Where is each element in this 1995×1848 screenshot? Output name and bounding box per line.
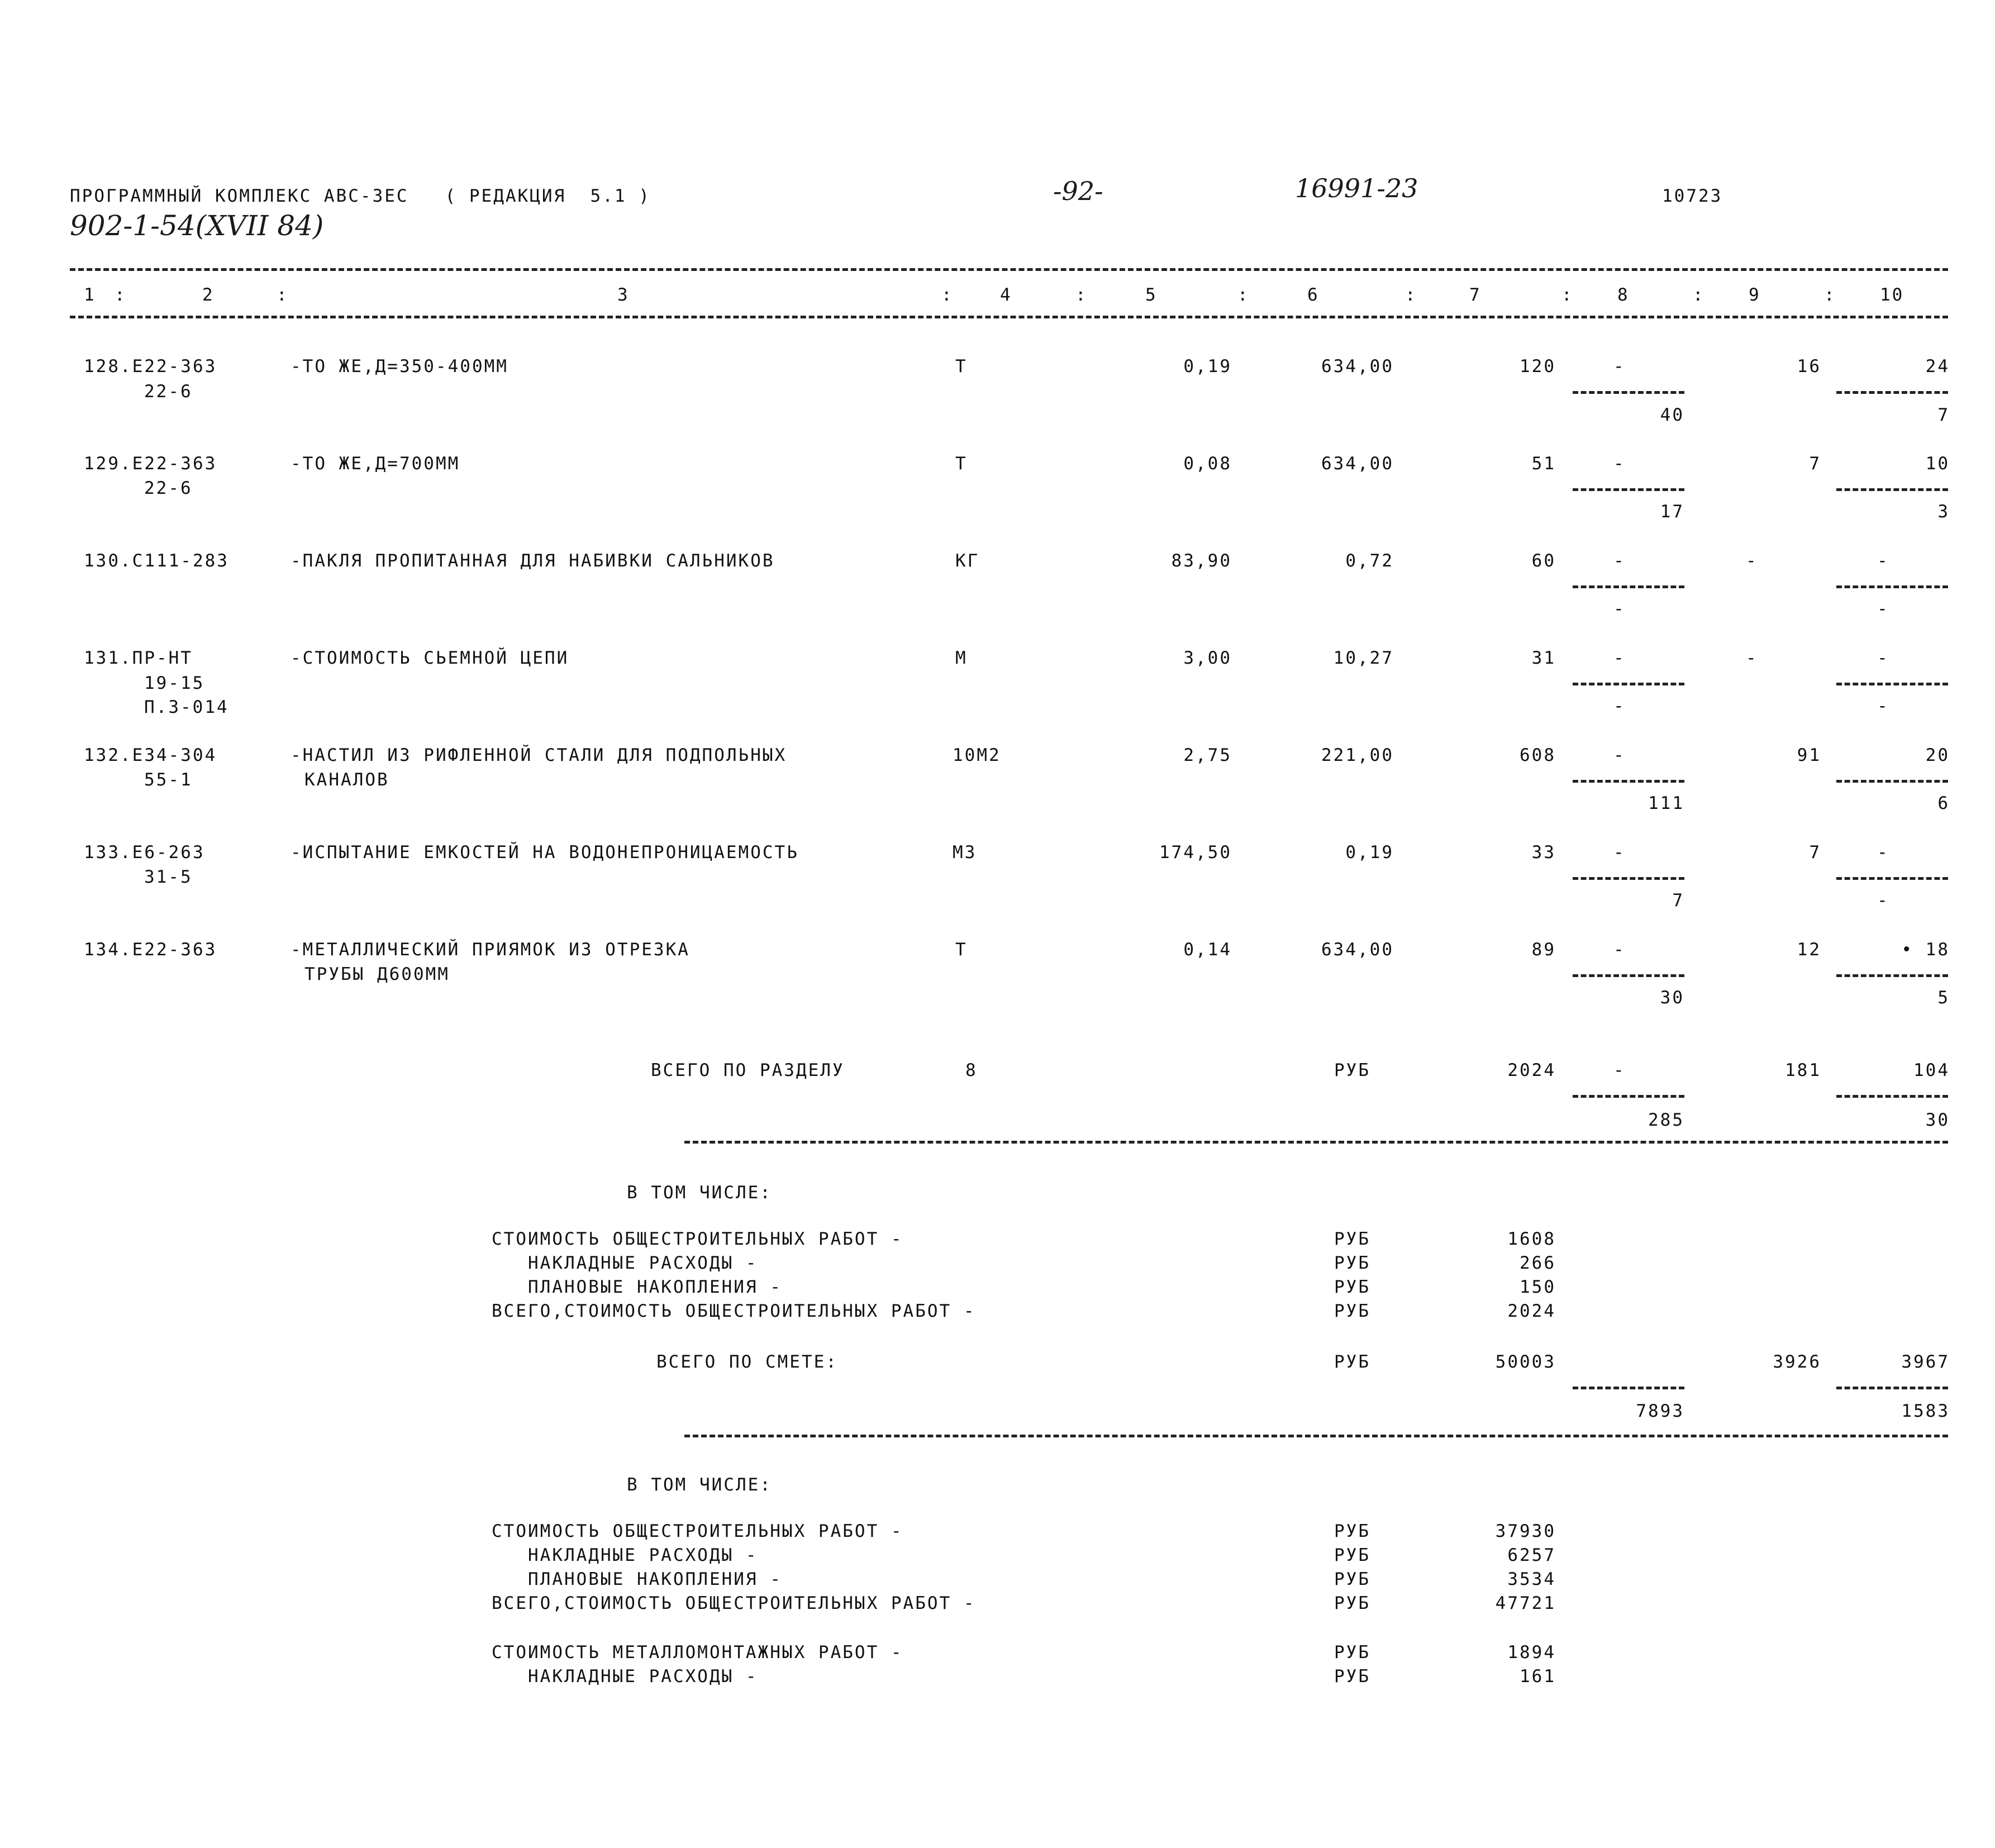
breakdown-value: 6257 [1507,1545,1556,1565]
row-quantity: 3,00 [1183,648,1232,668]
section-total-value: 2024 [1507,1060,1556,1080]
row-col10: 24 [1925,356,1950,377]
row-col8-sub: - [1613,696,1626,716]
breakdown-unit: РУБ [1334,1642,1370,1663]
breakdown-unit: РУБ [1334,1253,1370,1273]
row-unit-price: 0,72 [1345,551,1394,571]
fraction-rule [1836,488,1948,491]
fraction-rule [1573,1387,1684,1389]
header-bottom-rule [70,316,1948,318]
section-number: 8 [965,1060,978,1080]
row-col10: - [1877,551,1889,571]
row-code: 133.Е6-263 [84,842,205,863]
row-description: -МЕТАЛЛИЧЕСКИЙ ПРИЯМОК ИЗ ОТРЕЗКА [291,940,690,960]
estimate-total-label: ВСЕГО ПО СМЕТЕ: [656,1352,838,1372]
row-unit: Т [955,454,968,474]
row-unit-price: 634,00 [1321,454,1394,474]
section-total-col8: - [1613,1060,1626,1080]
program-title: ПРОГРАММНЫЙ КОМПЛЕКС АВС-ЗЕС ( РЕДАКЦИЯ 5.1 ) [70,186,651,206]
column-separator: : [1824,285,1836,305]
breakdown-unit: РУБ [1334,1277,1370,1297]
fraction-rule [1573,780,1684,783]
row-col8-sub: 40 [1660,405,1684,425]
breakdown-heading: В ТОМ ЧИСЛЕ: [627,1183,772,1203]
row-col9: - [1746,551,1758,571]
fraction-rule [1836,1387,1948,1389]
row-col9: 7 [1809,454,1821,474]
doc-code: 16991-23 [1295,173,1418,203]
fraction-rule [1573,585,1684,588]
column-header: 1 [84,285,96,305]
row-col10: • 18 [1901,940,1950,960]
row-col10-sub: - [1877,696,1889,716]
breakdown-value: 1608 [1507,1229,1556,1249]
breakdown-label: НАКЛАДНЫЕ РАСХОДЫ - [492,1545,758,1565]
row-code: 128.Е22-363 [84,356,217,377]
breakdown-unit: РУБ [1334,1229,1370,1249]
breakdown-label: СТОИМОСТЬ ОБЩЕСТРОИТЕЛЬНЫХ РАБОТ - [492,1521,903,1541]
row-description: -ПАКЛЯ ПРОПИТАННАЯ ДЛЯ НАБИВКИ САЛЬНИКОВ [291,551,775,571]
row-description-cont: ТРУБЫ Д600ММ [304,964,450,984]
row-unit-price: 0,19 [1345,842,1394,863]
breakdown-unit: РУБ [1334,1569,1370,1589]
row-col10-sub: - [1877,599,1889,619]
row-col8-sub: 17 [1660,502,1684,522]
row-unit: 10М2 [953,745,1001,765]
fraction-rule [1573,683,1684,685]
row-unit: М [955,648,968,668]
row-col8: - [1613,454,1626,474]
fraction-rule [1836,974,1948,977]
breakdown-value: 37930 [1495,1521,1556,1541]
breakdown-unit: РУБ [1334,1545,1370,1565]
fraction-rule [1836,683,1948,685]
breakdown-label: ВСЕГО,СТОИМОСТЬ ОБЩЕСТРОИТЕЛЬНЫХ РАБОТ - [492,1301,976,1321]
breakdown-label: СТОИМОСТЬ МЕТАЛЛОМОНТАЖНЫХ РАБОТ - [492,1642,903,1663]
row-unit: Т [955,356,968,377]
column-separator: : [941,285,954,305]
row-code-sub: 22-6 [144,478,193,498]
fraction-rule [1573,488,1684,491]
breakdown-value: 1894 [1507,1642,1556,1663]
row-quantity: 174,50 [1159,842,1232,863]
project-code: 902-1-54(XVII 84) [70,209,324,242]
header-top-rule [70,268,1948,271]
row-total: 33 [1531,842,1556,863]
row-col8-sub: 111 [1648,793,1684,813]
row-col8-sub: - [1613,599,1626,619]
row-code: 130.С111-283 [84,551,229,571]
column-header: 9 [1749,285,1761,305]
row-col8-sub: 30 [1660,988,1684,1008]
fraction-rule [1836,1095,1948,1098]
fraction-rule [1573,974,1684,977]
row-col10: 10 [1925,454,1950,474]
row-col8: - [1613,842,1626,863]
section-rule [684,1141,1948,1144]
row-description-cont: КАНАЛОВ [304,770,389,790]
row-col9: - [1746,648,1758,668]
row-total: 608 [1520,745,1556,765]
estimate-total-col9: 3926 [1773,1352,1821,1372]
row-total: 60 [1531,551,1556,571]
row-unit: Т [955,940,968,960]
row-quantity: 0,14 [1183,940,1232,960]
column-separator: : [1561,285,1574,305]
row-col8: - [1613,551,1626,571]
column-header: 5 [1145,285,1158,305]
column-header: 6 [1307,285,1320,305]
breakdown-value: 47721 [1495,1593,1556,1613]
column-header: 3 [617,285,630,305]
row-quantity: 0,08 [1183,454,1232,474]
row-col10-sub: 3 [1937,502,1950,522]
breakdown-unit: РУБ [1334,1666,1370,1687]
column-header: 2 [202,285,215,305]
row-col9: 7 [1809,842,1821,863]
row-total: 120 [1520,356,1556,377]
column-header: 8 [1617,285,1630,305]
fraction-rule [1573,877,1684,880]
breakdown-unit: РУБ [1334,1301,1370,1321]
column-separator: : [1693,285,1705,305]
sheet-code: 10723 [1662,186,1723,206]
breakdown-value: 2024 [1507,1301,1556,1321]
breakdown-label: СТОИМОСТЬ ОБЩЕСТРОИТЕЛЬНЫХ РАБОТ - [492,1229,903,1249]
column-header: 10 [1880,285,1904,305]
column-separator: : [1405,285,1417,305]
fraction-rule [1836,780,1948,783]
row-quantity: 2,75 [1183,745,1232,765]
row-description: -СТОИМОСТЬ СЬЕМНОЙ ЦЕПИ [291,648,569,668]
breakdown-value: 150 [1520,1277,1556,1297]
row-description: -НАСТИЛ ИЗ РИФЛЕННОЙ СТАЛИ ДЛЯ ПОДПОЛЬНЫХ [291,745,787,765]
breakdown-value: 3534 [1507,1569,1556,1589]
row-unit-price: 634,00 [1321,356,1394,377]
row-code-sub: 22-6 [144,382,193,402]
breakdown-value: 161 [1520,1666,1556,1687]
row-quantity: 83,90 [1171,551,1232,571]
row-col8: - [1613,940,1626,960]
column-header: 7 [1469,285,1482,305]
row-total: 89 [1531,940,1556,960]
section-total-col10-sub: 30 [1925,1110,1950,1130]
fraction-rule [1836,391,1948,394]
fraction-rule [1836,585,1948,588]
breakdown-value: 266 [1520,1253,1556,1273]
breakdown-label: ПЛАНОВЫЕ НАКОПЛЕНИЯ - [492,1277,782,1297]
estimate-total-col8-sub: 7893 [1636,1401,1684,1421]
fraction-rule [1573,1095,1684,1098]
row-col9: 91 [1797,745,1821,765]
row-total: 31 [1531,648,1556,668]
row-code: 131.ПР-НТ [84,648,193,668]
row-col10-sub: 6 [1937,793,1950,813]
breakdown-label: ПЛАНОВЫЕ НАКОПЛЕНИЯ - [492,1569,782,1589]
row-col9: 16 [1797,356,1821,377]
row-col8: - [1613,648,1626,668]
fraction-rule [1836,877,1948,880]
row-unit-price: 634,00 [1321,940,1394,960]
row-code: 129.Е22-363 [84,454,217,474]
row-unit: М3 [953,842,977,863]
row-col10: - [1877,648,1889,668]
row-code-sub: П.3-014 [144,697,229,717]
row-col8-sub: 7 [1672,890,1684,911]
row-unit: КГ [955,551,980,571]
row-col8: - [1613,745,1626,765]
row-code-sub: 31-5 [144,867,193,887]
column-separator: : [1075,285,1088,305]
column-separator: : [1237,285,1250,305]
row-col8: - [1613,356,1626,377]
row-col10: 20 [1925,745,1950,765]
fraction-rule [1573,391,1684,394]
breakdown-label: НАКЛАДНЫЕ РАСХОДЫ - [492,1253,758,1273]
breakdown-unit: РУБ [1334,1521,1370,1541]
page-number: -92- [1053,176,1103,206]
estimate-breakdown-heading: В ТОМ ЧИСЛЕ: [627,1475,772,1495]
row-col10-sub: - [1877,890,1889,911]
section-total-col9: 181 [1785,1060,1821,1080]
row-col10-sub: 7 [1937,405,1950,425]
column-header: 4 [1000,285,1012,305]
estimate-total-unit: РУБ [1334,1352,1370,1372]
section-total-unit: РУБ [1334,1060,1370,1080]
row-description: -ТО ЖЕ,Д=350-400ММ [291,356,508,377]
row-quantity: 0,19 [1183,356,1232,377]
row-unit-price: 10,27 [1333,648,1394,668]
row-col9: 12 [1797,940,1821,960]
section-total-col10: 104 [1913,1060,1950,1080]
row-col10-sub: 5 [1937,988,1950,1008]
row-unit-price: 221,00 [1321,745,1394,765]
estimate-total-col10: 3967 [1901,1352,1950,1372]
column-separator: : [277,285,289,305]
estimate-total-col10-sub: 1583 [1901,1401,1950,1421]
row-col10: - [1877,842,1889,863]
breakdown-label: НАКЛАДНЫЕ РАСХОДЫ - [492,1666,758,1687]
row-code: 134.Е22-363 [84,940,217,960]
estimate-total-value: 50003 [1495,1352,1556,1372]
row-description: -ИСПЫТАНИЕ ЕМКОСТЕЙ НА ВОДОНЕПРОНИЦАЕМОСТЬ [291,842,799,863]
row-code-sub: 55-1 [144,770,193,790]
row-description: -ТО ЖЕ,Д=700ММ [291,454,460,474]
row-code-sub: 19-15 [144,673,205,693]
estimate-rule [684,1435,1948,1437]
section-total-col8-sub: 285 [1648,1110,1684,1130]
row-code: 132.Е34-304 [84,745,217,765]
section-total-label: ВСЕГО ПО РАЗДЕЛУ [651,1060,845,1080]
row-total: 51 [1531,454,1556,474]
column-separator: : [115,285,127,305]
breakdown-label: ВСЕГО,СТОИМОСТЬ ОБЩЕСТРОИТЕЛЬНЫХ РАБОТ - [492,1593,976,1613]
breakdown-unit: РУБ [1334,1593,1370,1613]
